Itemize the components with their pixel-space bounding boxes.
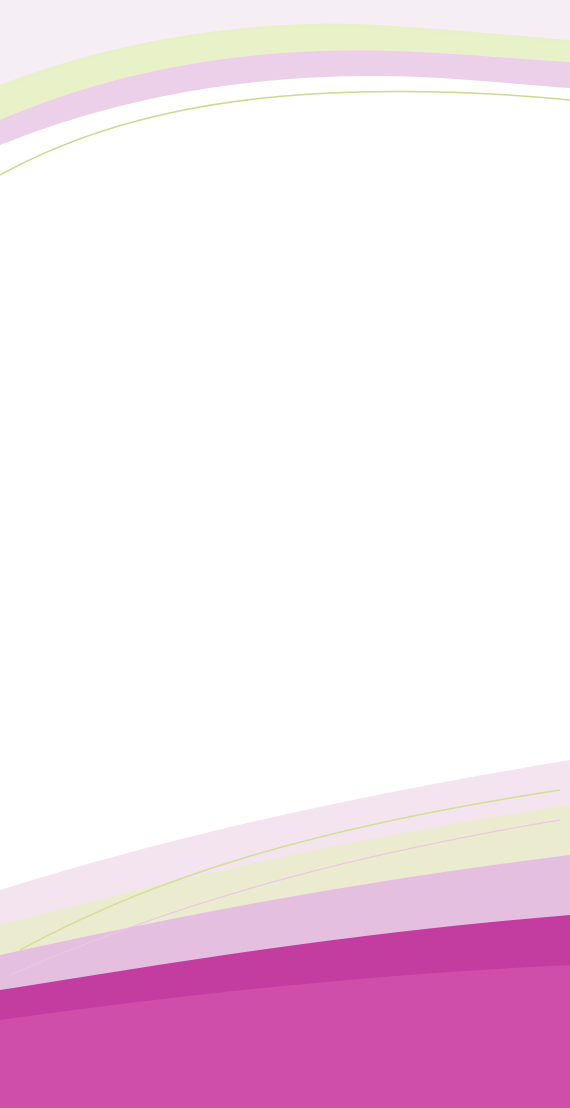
logo-wordmark — [452, 1062, 564, 1081]
poem-line — [0, 581, 570, 620]
poem-line — [0, 273, 570, 312]
poem-line — [0, 543, 570, 582]
card-title — [0, 152, 570, 192]
kartki-logo[interactable] — [452, 1062, 564, 1104]
poem-line — [0, 234, 570, 273]
spacer — [0, 192, 570, 234]
poem-line — [0, 388, 570, 427]
poem-line — [0, 466, 570, 505]
bottom-lilac-decoration — [0, 720, 570, 1108]
poem — [0, 152, 570, 779]
poem-line — [0, 311, 570, 350]
poem-line — [0, 620, 570, 659]
poem-line — [0, 659, 570, 698]
poem-line — [0, 350, 570, 389]
poem-line — [0, 427, 570, 466]
poem-line — [0, 504, 570, 543]
